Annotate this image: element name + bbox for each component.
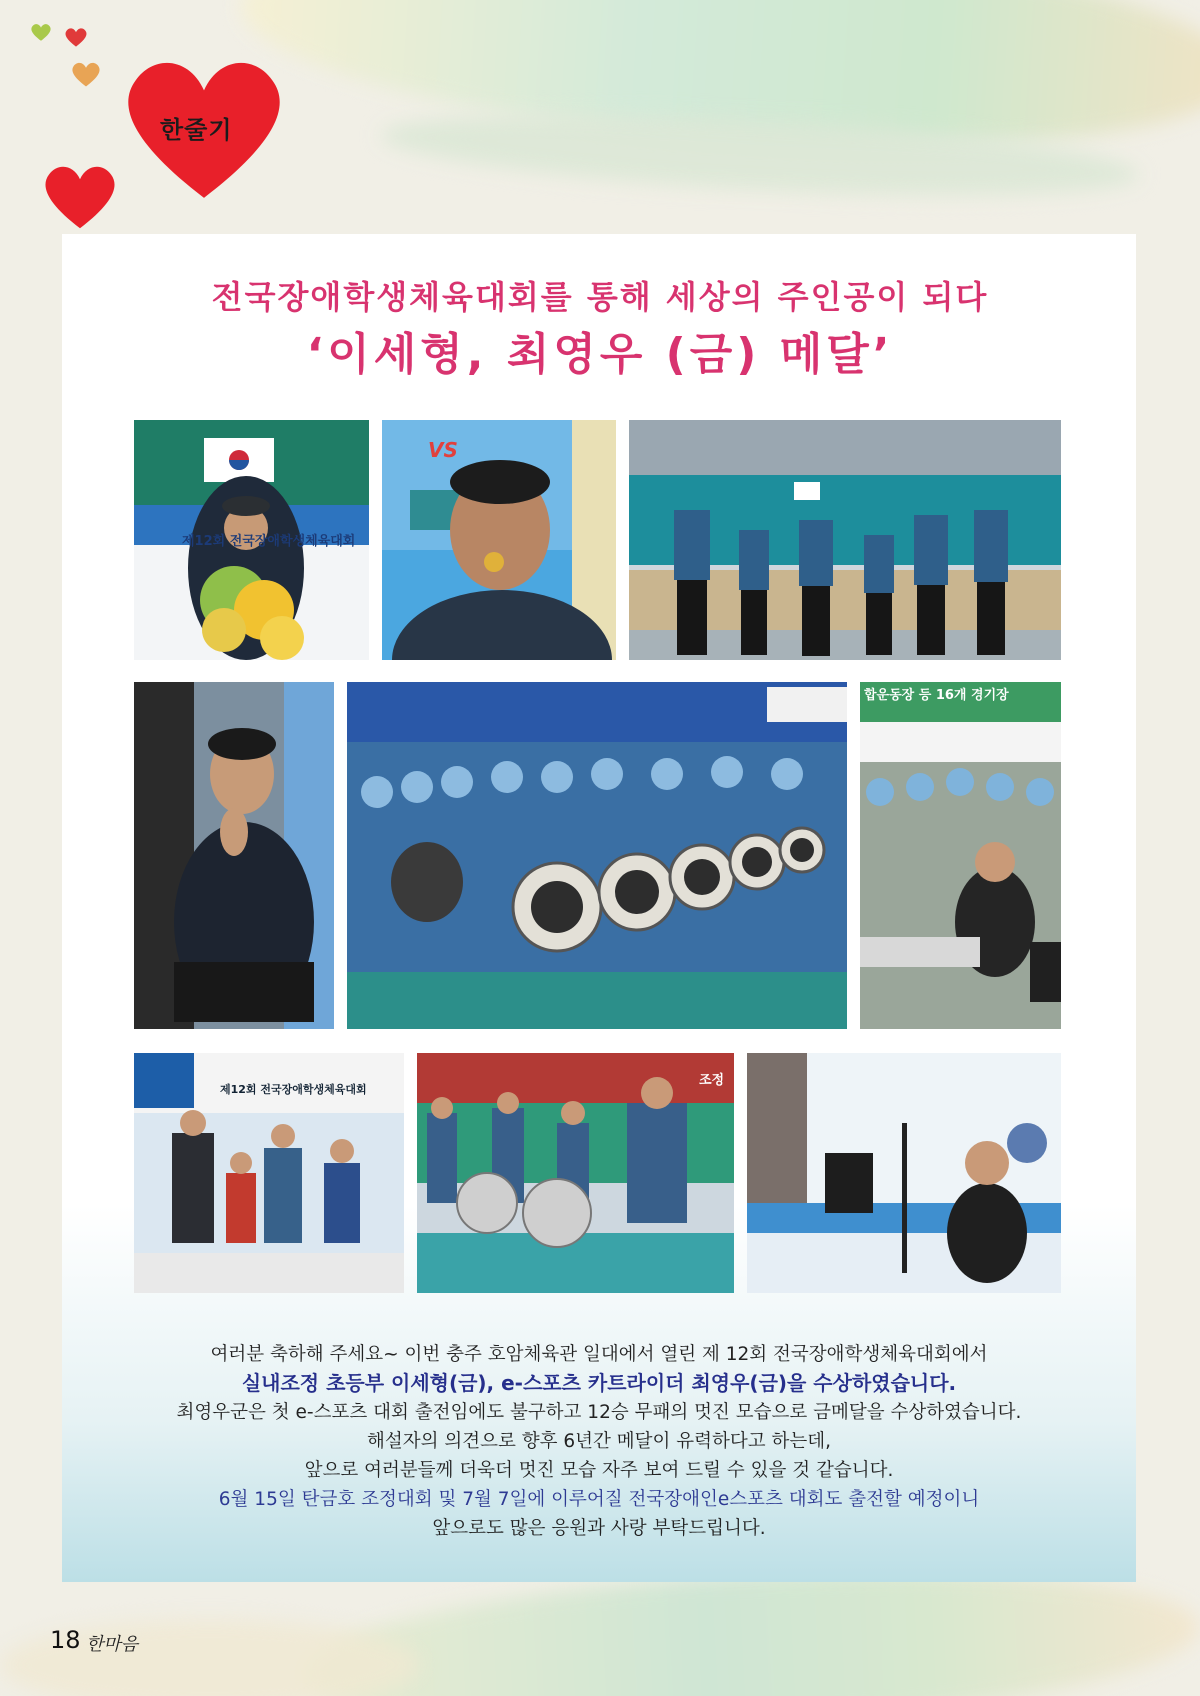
photo-rowing-competitors <box>860 682 1061 1029</box>
body-line-3: 최영우군은 첫 e-스포츠 대회 출전임에도 불구하고 12승 무패의 멋진 모습으로 금메달을 수상하였습니다. <box>176 1402 1022 1423</box>
small-red-heart-icon <box>64 26 88 48</box>
photo-boy-biting-medal <box>382 420 616 660</box>
photo-rowers-standing <box>417 1053 734 1293</box>
small-green-heart-icon <box>30 22 52 42</box>
subheadline: ‘이세형, 최영우 (금) 메달’ <box>306 329 894 380</box>
photo-medalist-with-flowers <box>134 420 369 660</box>
body-line-2-highlight: 실내조정 초등부 이세형(금), e-스포츠 카트라이더 최영우(금)을 수상하였습니다. <box>241 1371 957 1395</box>
photo-rowing-machines <box>347 682 847 1029</box>
photo-esports-player <box>747 1053 1061 1293</box>
section-label: 한줄기 <box>160 116 233 144</box>
medium-red-heart-icon <box>42 158 118 234</box>
banner-text: VS <box>428 438 458 462</box>
banner-text: 합운동장 등 16개 경기장 <box>864 688 1009 703</box>
magazine-name: 한마음 <box>86 1634 139 1655</box>
body-line-6-highlight: 6월 15일 탄금호 조정대회 및 7월 7일에 이루어질 전국장애인e스포츠 대회도 출전할 예정이니 <box>218 1489 980 1510</box>
headline: 전국장애학생체육대회를 통해 세상의 주인공이 되다 <box>211 278 989 316</box>
body-line-1: 여러분 축하해 주세요~ 이번 충주 호암체육관 일대에서 열린 제 12회 전국장애학생체육대회에서 <box>210 1344 988 1365</box>
page-number: 18 <box>50 1626 81 1654</box>
banner-text: 제12회 전국장애학생체육대회 <box>182 534 356 549</box>
body-line-7: 앞으로도 많은 응원과 사랑 부탁드립니다. <box>432 1518 766 1539</box>
small-orange-heart-icon <box>70 60 102 88</box>
article-body <box>62 1340 1136 1543</box>
banner-text: 조정 <box>699 1073 725 1088</box>
body-line-5: 앞으로 여러분들께 더욱더 멋진 모습 자주 보여 드릴 수 있을 것 같습니다. <box>304 1460 894 1481</box>
banner-text: 제12회 전국장애학생체육대회 <box>220 1083 367 1096</box>
photo-podium-ceremony <box>134 1053 404 1293</box>
photo-boy-clapping <box>134 682 334 1029</box>
body-line-4: 해설자의 의견으로 향후 6년간 메달이 유력하다고 하는데, <box>367 1431 831 1452</box>
photo-team-celebrating <box>629 420 1061 660</box>
